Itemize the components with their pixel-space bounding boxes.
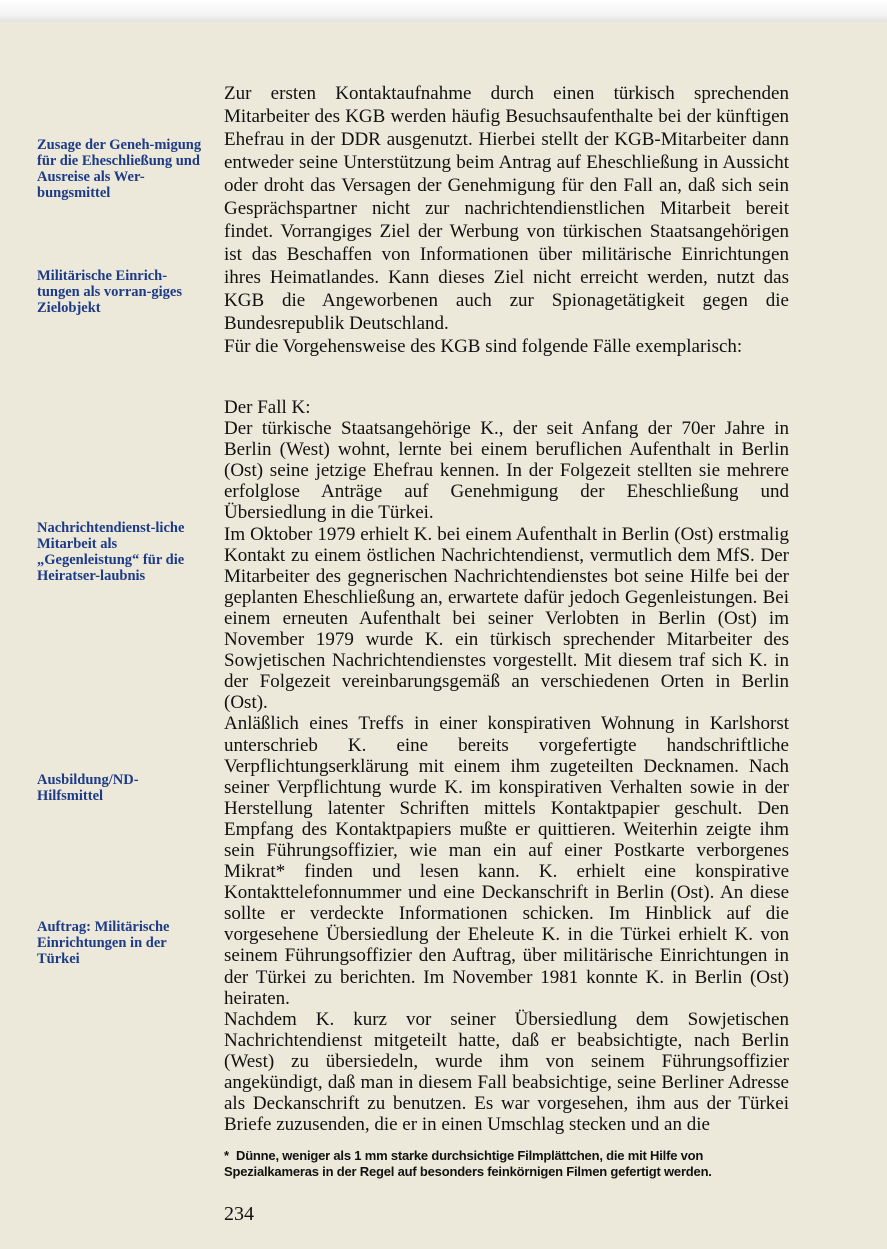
margin-note-zielobjekt: Militärische Einrich-tungen als vorran-giges Zielobjekt — [37, 268, 182, 316]
footnote — [224, 1148, 789, 1180]
case-heading: Der Fall K: — [224, 397, 311, 418]
case-paragraph-3: Anläßlich eines Treffs in einer konspirativen Wohnung in Karlshorst unterschrieb K. eine bereits vorgefertigte handschriftliche Verpflichtungserklärung mit einem ihm zugeteilten Decknamen. Nach seiner Verpflichtung wurde K. im konspirativen Verhalten sowie in der Herstellung latenter Schriften mittels Kontaktpapier geschult. Den Empfang des Kontaktpapiers mußte er quittieren. Weiterhin zeigte ihm sein Führungsoffizier, wie man ein auf einer Postkarte verborgenes Mikrat* finden und lesen kann. K. erhielt eine konspirative Kontakttelefonnummer und eine Deckanschrift in Berlin (Ost). An diese sollte er verdeckte Informationen schicken. Im Hinblick auf die vorgesehene Übersiedlung der Eheleute K. in die Türkei erhielt K. von seinem Führungsoffizier den Auftrag, über militärische Einrichtungen in der Türkei zu berichten. Im November 1981 konnte K. in Berlin (Ost) heiraten. — [224, 713, 789, 1009]
footnote-marker: * — [224, 1148, 229, 1163]
page-number: 234 — [224, 1203, 254, 1225]
intro-paragraph-2: Für die Vorgehensweise des KGB sind folgende Fälle exemplarisch: — [224, 336, 743, 357]
case-paragraph-2: Im Oktober 1979 erhielt K. bei einem Aufenthalt in Berlin (Ost) erstmalig Kontakt zu einem östlichen Nachrichtendienst, vermutlich dem MfS. Der Mitarbeiter des gegnerischen Nachrichtendienstes bot seine Hilfe bei der geplanten Eheschließung an, erwartete dafür jedoch Gegenleistungen. Bei einem erneuten Aufenthalt bei seiner Verlobten in Berlin (Ost) im November 1979 wurde K. ein türkisch sprechender Mitarbeiter des Sowjetischen Nachrichtendienstes vorgestellt. Mit diesem traf sich K. in der Folgezeit vereinbarungsgemäß an verschiedenen Orten in Berlin (Ost). — [224, 523, 789, 714]
case-paragraph-4: Nachdem K. kurz vor seiner Übersiedlung dem Sowjetischen Nachrichtendienst mitgeteilt hatte, daß er beabsichtigte, nach Berlin (West) zu übersiedeln, wurde ihm von seinem Führungsoffizier angekündigt, daß man in diesem Fall beabsichtige, seine Berliner Adresse als Deckanschrift zu benutzen. Es war vorgesehen, ihm aus der Türkei Briefe zuzusenden, die er in einen Umschlag stecken und an die — [224, 1008, 789, 1136]
case-paragraph-1: Der türkische Staatsangehörige K., der seit Anfang der 70er Jahre in Berlin (West) wohnt, lernte bei einem beruflichen Aufenthalt in Berlin (Ost) seine jetzige Ehefrau kennen. In der Folgezeit stellten sie mehrere erfolglose Anträge auf Genehmigung der Eheschließung und Übersiedlung in die Türkei. — [224, 418, 789, 524]
margin-note-ausbildung: Ausbildung/ND-Hilfsmittel — [37, 772, 139, 804]
margin-note-gegenleistung: Nachrichtendienst-liche Mitarbeit als „Gegenleistung“ für die Heiratser-laubnis — [37, 520, 185, 584]
intro-section — [224, 82, 789, 358]
intro-paragraph-1: Zur ersten Kontaktaufnahme durch einen türkisch sprechenden Mitarbeiter des KGB werden häufig Besuchsaufenthalte bei der künftigen Ehefrau in der DDR ausgenutzt. Hierbei stellt der KGB-Mitarbeiter dann entweder seine Unterstützung beim Antrag auf Eheschließung in Aussicht oder droht das Versagen der Genehmigung für den Fall an, daß sich sein Gesprächspartner nicht zur nachrichtendienstlichen Mitarbeit bereit findet. Vorrangiges Ziel der Werbung von türkischen Staatsangehörigen ist das Beschaffen von Informationen über militärische Einrichtungen ihres Heimatlandes. Kann dieses Ziel nicht erreicht werden, nutzt das KGB die Angeworbenen auch zur Spionagetätigkeit gegen die Bundesrepublik Deutschland. — [224, 83, 789, 334]
footnote-text: Dünne, weniger als 1 mm starke durchsichtige Filmplättchen, die mit Hilfe von Spezialkameras in der Regel auf besonders feinkörnigen Filmen gefertigt werden. — [224, 1148, 712, 1179]
margin-note-auftrag: Auftrag: Militärische Einrichtungen in der Türkei — [37, 919, 170, 967]
case-section — [224, 397, 789, 1135]
margin-note-werbungsmittel: Zusage der Geneh-migung für die Eheschließung und Ausreise als Wer-bungsmittel — [37, 137, 202, 201]
